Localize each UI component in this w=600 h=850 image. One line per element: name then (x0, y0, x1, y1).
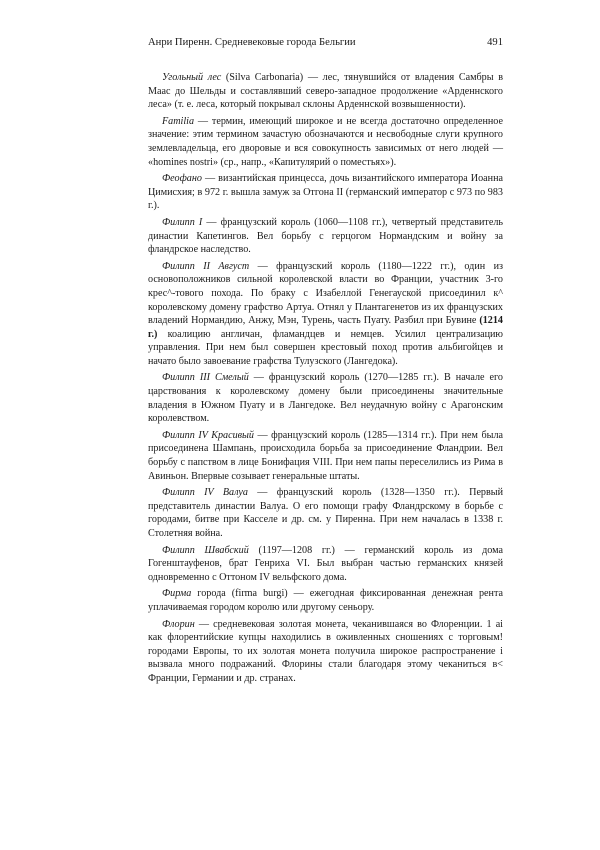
glossary-entry (148, 618, 503, 686)
glossary-entry (148, 371, 503, 425)
entry-term: Familia (162, 115, 195, 127)
glossary-body (148, 71, 503, 689)
entry-term: Филипп II Август (162, 260, 250, 272)
glossary-entry (148, 544, 503, 585)
entry-term: Филипп IV Красивый (162, 429, 254, 441)
entry-term: Угольный лес (162, 72, 222, 83)
entry-term: Фирма (162, 588, 192, 600)
glossary-entry (148, 486, 503, 540)
entry-text: города (firma burgi) — ежегодная фиксированная денежная рента уплачиваемая городом королю или другому сеньору. (148, 588, 503, 613)
entry-bold-date: (1214 г.) (148, 315, 503, 340)
glossary-entry (148, 587, 503, 614)
entry-term: Флорин (162, 618, 195, 630)
running-header (148, 37, 503, 48)
glossary-entry (148, 71, 503, 112)
entry-term: Филипп IV Валуа (162, 487, 248, 499)
entry-term: Филипп I (162, 216, 203, 228)
entry-text: (1197—1208 гг.) — германский король из дома Гогенштауфенов, брат Генриха VI. Был выбран частью германских князей одновременно с Оттоном IV вельфского дома. (148, 544, 503, 583)
glossary-entry (148, 115, 503, 169)
entry-text: — византийская принцесса, дочь византийского императора Иоанна Цимисхия; в 972 г. вышла замуж за Отгона II (германский император с 973 по 983 г.). (148, 173, 503, 212)
glossary-entry (148, 260, 503, 369)
entry-text: — средневековая золотая монета, чеканившаяся во Флоренции. 1 ai как флорентийские купцы находились в оживленных сношениях с торговым! городами Европы, то их золотая монета получила широкое распространение i вызвала много подражаний. Флорины стали благодаря этому чеканиться в< Франции, Германии и др. странах. (148, 618, 503, 684)
entry-text: — французский король (1180—1222 гг.), один из основоположников сильной королевской власти во Франции, участник 3-го крес^-тового похода. По браку с Изабеллой Генегауской присоединил к^ королевскому домену графство Артуа. Отнял у Плантагенетов из их французских владений Нормандию, Анжу, Мэн, Турень, часть Пуату. Разбил при Бувине (148, 260, 503, 327)
glossary-entry (148, 216, 503, 257)
entry-text: (Silva Carbonaria) — лес, тянувшийся от владения Самбры в Маас до Шельды и составлявший северо-западное продолжение «Арденнского леса» (т. е. леса, который покрывал склоны Арденнской возвышенности). (148, 72, 503, 111)
entry-term: Филипп Швабский (162, 544, 249, 556)
glossary-entry (148, 429, 503, 483)
entry-text: — французский король (1270—1285 гг.). В начале его царствования к королевскому домену были присоединены значительные владения в Южном Пуату и в Лангедоке. Вел неудачную войну с Арагонским королевством. (148, 372, 503, 425)
entry-text: — французский король (1285—1314 гг.). При нем была присоединена Шампань, происходила борьба за присоединение Фландрии. Вел борьбу с папством в лице Бонифация VIII. При нем папы переселились из Рима в Авиньон. Впервые созывает генеральные штаты. (148, 429, 503, 482)
entry-text: — термин, имеющий широкое и не всегда достаточно определенное значение: этим термином зачастую обозначаются и несвободные слуги крупного землевладельца, его дворовые и вся совокупность зависимых от него людей — «homines nostri» (ср., напр., «Капитулярий о поместьях»). (148, 115, 503, 168)
entry-term: Филипп III Смелый (162, 372, 249, 384)
entry-text: — французский король (1328—1350 гг.). Первый представитель династии Валуа. О его помощи графу Фландрскому в борьбе с городами, битве при Касселе и др. см. у Пиренна. При нем началась в 1338 г. Столетняя война. (148, 487, 503, 539)
glossary-entry (148, 172, 503, 213)
entry-text-continued: коалицию англичан, фламандцев и немцев. Усилил централизацию управления. При нем был совершен крестовый поход против альбигойцев и начато было завоевание графства Тулузского (Лангедока). (148, 328, 503, 367)
running-title: Анри Пиренн. Средневековые города Бельгии (148, 37, 356, 48)
entry-term: Феофано (162, 173, 202, 185)
page-number: 491 (487, 37, 503, 48)
entry-text: — французский король (1060—1108 гг.), четвертый представитель династии Капетингов. Вел борьбу с герцогом Нормандским и войну за фландрское наследство. (148, 216, 504, 256)
